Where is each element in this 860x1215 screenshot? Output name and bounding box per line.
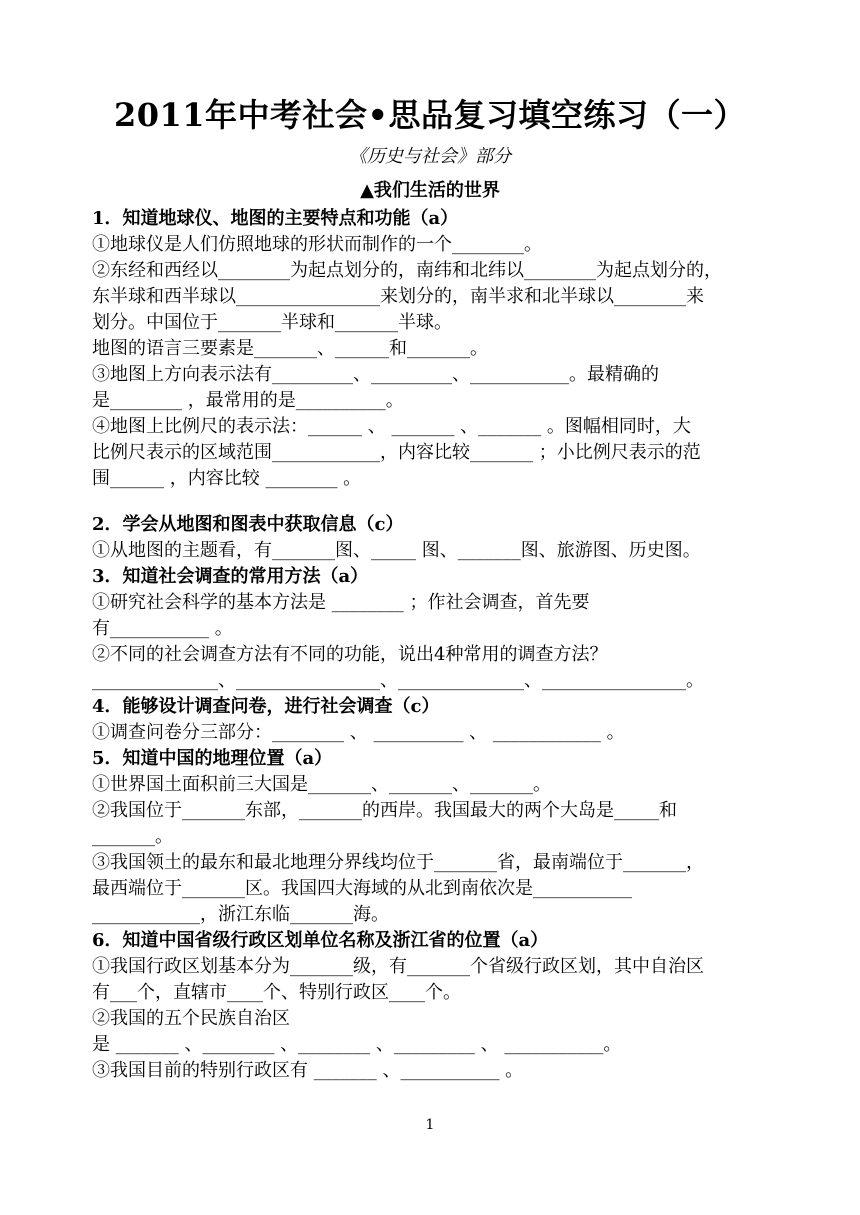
page-number: 1 xyxy=(425,1117,435,1133)
question-line: 比例尺表示的区域范围____________，内容比较_______ ；小比例尺表示的范 xyxy=(92,442,701,463)
question-line: 东半球和西半球以________________来划分的，南半求和北半球以________来 xyxy=(92,286,704,307)
question-heading: 3．知道社会调查的常用方法（a） xyxy=(92,566,369,587)
question-line: ①从地图的主题看，有_______图、_____ 图、_______图、旅游图、历史图。 xyxy=(92,540,701,561)
question-line: 最西端位于_______区。我国四大海域的从北到南依次是___________ xyxy=(92,878,632,899)
question-line: ②不同的社会调查方法有不同的功能，说出4种常用的调查方法？ xyxy=(92,644,608,665)
question-line: ①调查问卷分三部分：________ 、 __________ 、 ____________ 。 xyxy=(92,722,625,743)
question-line: ②我国位于_______东部，_______的西岸。我国最大的两个大岛是_____和 xyxy=(92,800,677,821)
question-line: ②东经和西经以________为起点划分的，南纬和北纬以________为起点划分的， xyxy=(92,260,722,281)
question-line: 有___________ 。 xyxy=(92,618,233,639)
question-line: ____________，浙江东临_______海。 xyxy=(92,904,389,925)
question-line: 围______ ，内容比较 ________ 。 xyxy=(92,468,362,489)
blank-spacer xyxy=(92,492,772,512)
question-heading: 4．能够设计调查问卷，进行社会调查（c） xyxy=(92,696,440,717)
question-line: ①我国行政区划基本分为_______级，有_______个省级行政区划，其中自治区 xyxy=(92,956,704,977)
question-line: 是________ ，最常用的是__________。 xyxy=(92,390,404,411)
question-line: 是 _______ 、________ 、________ 、_________ 、 ___________。 xyxy=(92,1034,622,1055)
question-line: ②我国的五个民族自治区 xyxy=(92,1008,290,1029)
question-line: ④地图上比例尺的表示法：______ 、 _______ 、_______ 。图幅相同时，大 xyxy=(92,416,691,437)
question-line: ①研究社会科学的基本方法是 ________ ；作社会调查，首先要 xyxy=(92,592,590,613)
question-line: ①世界国土面积前三大国是_______、_______、_______。 xyxy=(92,774,551,795)
question-heading: 5．知道中国的地理位置（a） xyxy=(92,748,333,769)
question-line: _______。 xyxy=(92,826,173,847)
question-line: ③地图上方向表示法有_________、_________、___________。最精确的 xyxy=(92,364,659,385)
page-title: 2011年中考社会•思品复习填空练习（一） xyxy=(113,96,747,134)
question-line: ______________、________________、______________、________________。 xyxy=(92,670,704,691)
question-line: ①地球仪是人们仿照地球的形状而制作的一个________。 xyxy=(92,234,542,255)
question-line: 划分。中国位于_______半球和_______半球。 xyxy=(92,312,452,333)
page-subtitle: 《历史与社会》部分 xyxy=(349,146,511,167)
question-heading: 1．知道地球仪、地图的主要特点和功能（a） xyxy=(92,208,459,229)
question-heading: 6．知道中国省级行政区划单位名称及浙江省的位置（a） xyxy=(92,930,549,951)
question-line: ③我国目前的特别行政区有 _______ 、___________ 。 xyxy=(92,1060,524,1081)
question-line: ③我国领土的最东和最北地理分界线均位于_______省，最南端位于_______， xyxy=(92,852,704,873)
question-line: 地图的语言三要素是_______、______和_______。 xyxy=(92,338,488,359)
section-title: ▲我们生活的世界 xyxy=(360,180,500,201)
exercise-content xyxy=(92,206,772,1084)
question-line: 有___个，直辖市____个、特别行政区____个。 xyxy=(92,982,461,1003)
question-heading: 2．学会从地图和图表中获取信息（c） xyxy=(92,514,404,535)
